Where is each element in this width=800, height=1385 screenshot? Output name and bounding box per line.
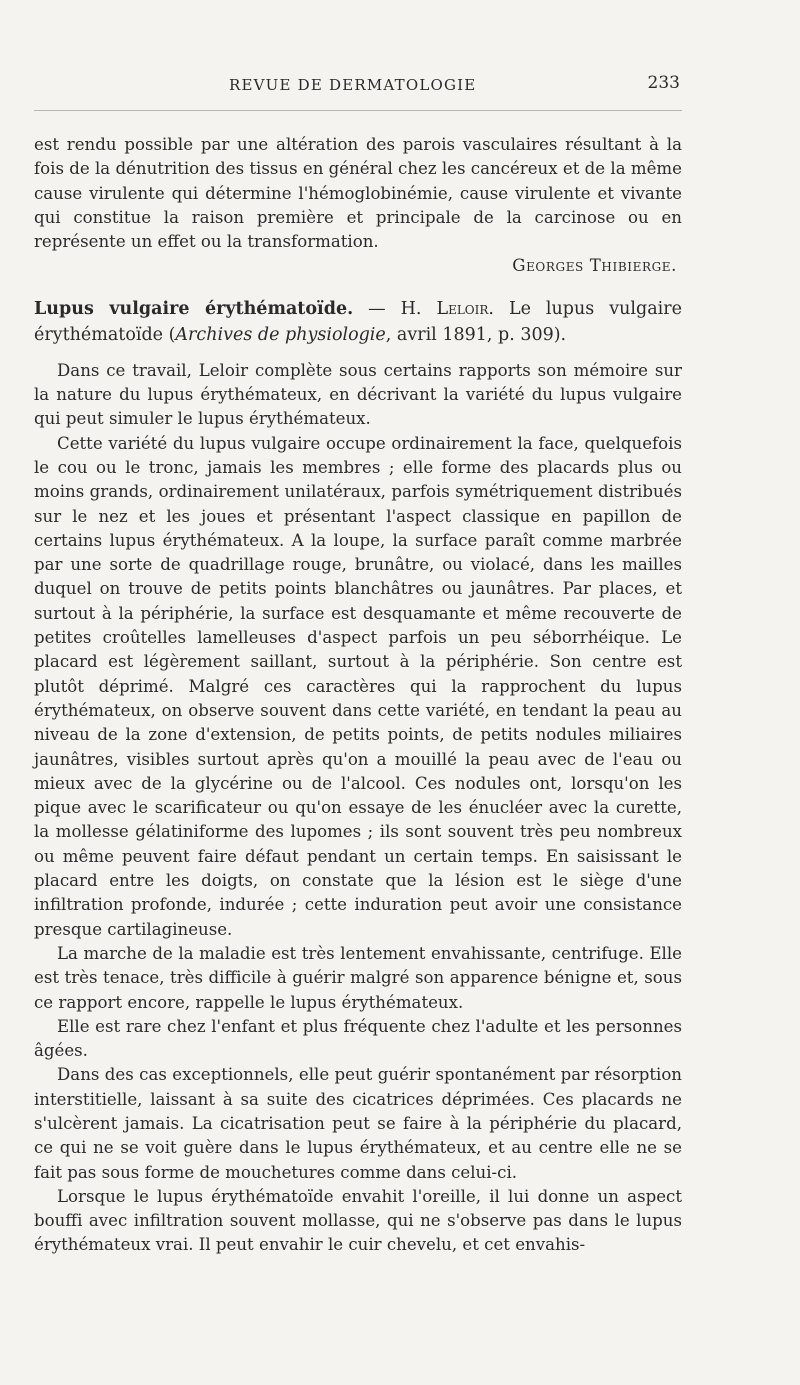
page-body [34,133,682,1258]
paragraph: Elle est rare chez l'enfant et plus fréquente chez l'adulte et les personnes âgées. [34,1016,682,1061]
paragraph: Dans des cas exceptionnels, elle peut guérir spontanément par résorption interstitielle, laissant à sa suite des cicatrices déprimées. Ces placards ne s'ulcèrent jamais. La cicatrisation peut se faire à la périphérie du placard, ce qui ne se voit guère dans le lupus érythémateux, et au centre elle ne se fait pas sous forme de mouchetures comme dans celui-ci. [34,1065,682,1182]
author-signature: Georges Thibierge. [512,256,677,276]
heading-dash: — [368,298,386,319]
paragraph: La marche de la maladie est très lentement envahissante, centrifuge. Elle est très tenace, très difficile à guérir malgré son apparence bénigne et, sous ce rapport encore, rappelle le lupus érythémateux. [34,943,682,1012]
paragraph-continued: est rendu possible par une altération des parois vasculaires résultant à la fois de la dénutrition des tissus en général chez les cancéreux et de la même cause virulente qui détermine l'hémoglobinémie, cause virulente et vivante qui constitue la raison première et principale de la carcinose ou en représente un effet ou la transformation. [34,135,682,252]
article-title: Lupus vulgaire érythématoïde. [34,298,354,319]
article-heading [34,296,682,348]
article-reference-end: , avril 1891, p. 309). [385,324,567,345]
running-title: REVUE DE DERMATOLOGIE [229,76,477,94]
header-rule [34,110,682,111]
paragraph: Dans ce travail, Leloir complète sous certains rapports son mémoire sur la nature du lupus érythémateux, en décrivant la variété du lupus vulgaire qui peut simuler le lupus érythémateux. [34,360,682,429]
page-number: 233 [647,73,680,93]
running-header [34,73,682,98]
article-author: H. Leloir. [400,298,494,319]
paragraph: Cette variété du lupus vulgaire occupe ordinairement la face, quelquefois le cou ou le tronc, jamais les membres ; elle forme des placards plus ou moins grands, ordinairement unilatéraux, parfois symétriquement distribués sur le nez et les joues et présentant l'aspect classique en papillon de certains lupus érythémateux. A la loupe, la surface paraît comme marbrée par une sorte de quadrillage rouge, brunâtre, ou violacé, dans les mailles duquel on trouve de petits points blanchâtres ou jaunâtres. Par places, et surtout à la périphérie, la surface est desquamante et même recouverte de petites croûtelles lamelleuses d'aspect parfois un peu séborrhéique. Le placard est légèrement saillant, surtout à la périphérie. Son centre est plutôt déprimé. Malgré ces caractères qui la rapprochent du lupus érythémateux, on observe souvent dans cette variété, en tendant la peau au niveau de la zone d'extension, de petits points, de petits nodules miliaires jaunâtres, visibles surtout après qu'on a mouillé la peau avec de l'eau ou mieux avec de la glycérine ou de l'alcool. Ces nodules ont, lorsqu'on les pique avec le scarificateur ou qu'on essaye de les énucléer avec la curette, la mollesse gélatiniforme des lupomes ; ils sont souvent très peu nombreux ou même peuvent faire défaut pendant un certain temps. En saisissant le placard entre les doigts, on constate que la lésion est le siège d'une infiltration profonde, indurée ; cette induration peut avoir une consistance presque cartilagineuse. [34,433,682,939]
journal-title: Archives de physiologie [175,324,386,345]
article-reference-text: Le lupus vulgaire érythématoïde ( [34,298,682,345]
paragraph: Lorsque le lupus érythématoïde envahit l'oreille, il lui donne un aspect bouffi avec infiltration souvent mollasse, qui ne s'observe pas dans le lupus érythémateux vrai. Il peut envahir le cuir chevelu, et cet envahis- [34,1186,682,1255]
